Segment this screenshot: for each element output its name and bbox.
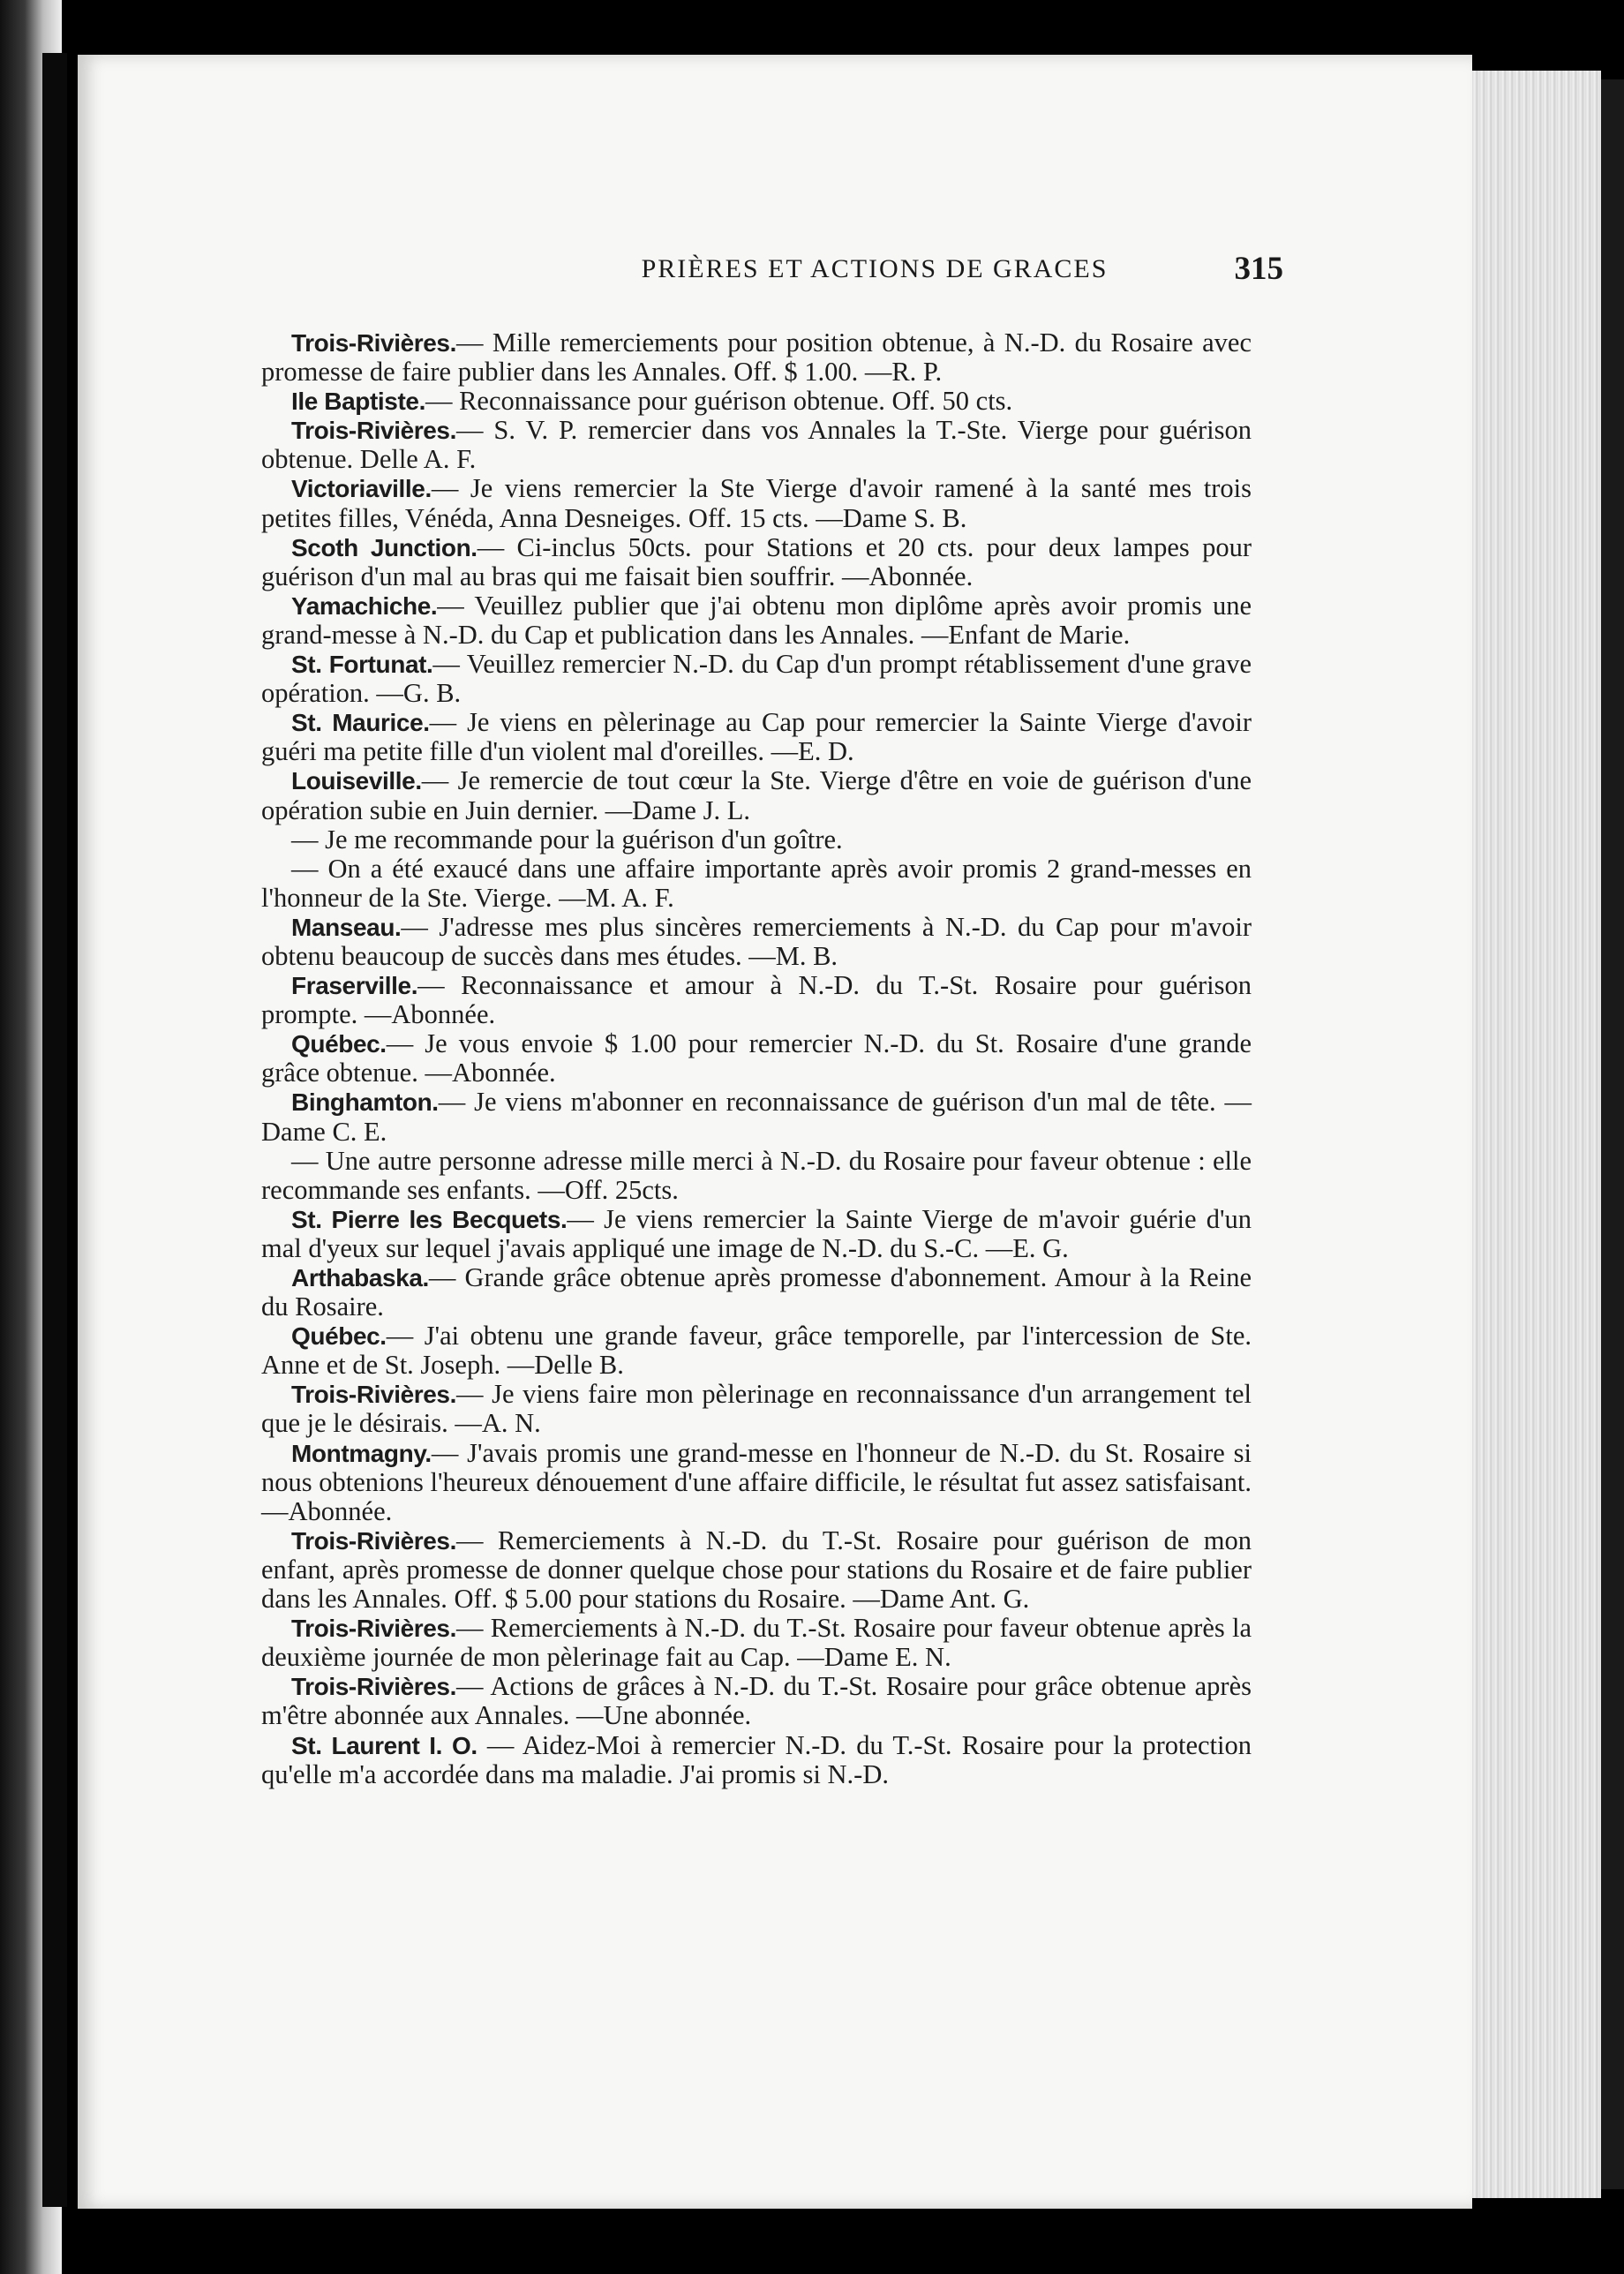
entry [261, 474, 1252, 532]
entry [261, 971, 1252, 1029]
entry [261, 1526, 1252, 1614]
entry-text: — Reconnaissance pour guérison obtenue. Off. 50 cts. [425, 386, 1013, 417]
entry [261, 416, 1252, 474]
entry [261, 533, 1252, 591]
entry-text: — Une autre personne adresse mille merci à N.-D. du Rosaire pour faveur obtenue : elle recommande ses enfants. —Off. 25cts. [261, 1145, 1252, 1205]
entry [261, 1321, 1252, 1380]
entry-text: — Aidez-Moi à remercier N.-D. du T.-St. Rosaire pour la protection qu'elle m'a accordée dans ma maladie. J'ai promis si N.-D. [261, 1729, 1252, 1789]
entry [261, 591, 1252, 650]
entry-text: — Remerciements à N.-D. du T.-St. Rosaire pour faveur obtenue après la deuxième journée de mon pèlerinage fait au Cap. —Dame E. N. [261, 1613, 1252, 1673]
entry-place: St. Maurice. [291, 709, 430, 737]
book-gutter [42, 53, 67, 2207]
entry-place: Trois-Rivières. [291, 417, 456, 445]
entry [261, 855, 1252, 913]
entry [261, 1147, 1252, 1205]
entry-text: — Je viens remercier la Sainte Vierge de m'avoir guérie d'un mal d'yeux sur lequel j'avais appliqué une image de N.-D. du S.-C. —E. G. [261, 1203, 1252, 1263]
entry-text: — Je viens remercier la Ste Vierge d'avoir ramené à la santé mes trois petites filles, Vénéda, Anna Desneiges. Off. 15 cts. —Dame S. B. [261, 473, 1252, 533]
entry-place: Yamachiche. [291, 591, 438, 620]
entry-text: — Actions de grâces à N.-D. du T.-St. Rosaire pour grâce obtenue après m'être abonnée aux Annales. —Une abonnée. [261, 1671, 1252, 1731]
book-edge-shadow [1601, 79, 1624, 2189]
entry-place: Louiseville. [291, 767, 422, 795]
entry-text: — Remerciements à N.-D. du T.-St. Rosaire pour guérison de mon enfant, après promesse de donner quelque chose pour stations du Rosaire et de faire publier dans les Annales. Off. $ 5.00 pour stations du Rosaire. —Dame Ant. G. [261, 1525, 1252, 1615]
entry-place: Ile Baptiste. [291, 388, 425, 416]
entry [261, 1731, 1252, 1789]
entry [261, 825, 1252, 855]
entry-text: — Reconnaissance et amour à N.-D. du T.-St. Rosaire pour guérison prompte. —Abonnée. [261, 970, 1252, 1030]
entry-text: — Je remercie de tout cœur la Ste. Vierge d'être en voie de guérison d'une opération subie en Juin dernier. —Dame J. L. [261, 765, 1252, 825]
entry [261, 1672, 1252, 1730]
entry [261, 1205, 1252, 1263]
entry-place: Trois-Rivières. [291, 1381, 456, 1409]
entry [261, 1088, 1252, 1146]
entry-place: Arthabaska. [291, 1264, 429, 1291]
entry-text: — Je vous envoie $ 1.00 pour remercier N.-D. du St. Rosaire d'une grande grâce obtenue. —Abonnée. [261, 1028, 1252, 1088]
entry [261, 387, 1252, 416]
entry-place: Québec. [291, 1322, 387, 1351]
entry [261, 913, 1252, 971]
entry-text: — Grande grâce obtenue après promesse d'abonnement. Amour à la Reine du Rosaire. [261, 1262, 1252, 1322]
entry-text: — Mille remerciements pour position obtenue, à N.-D. du Rosaire avec promesse de faire publier dans les Annales. Off. $ 1.00. —R. P. [261, 328, 1252, 388]
entry-text: — J'avais promis une grand-messe en l'honneur de N.-D. du St. Rosaire si nous obtenions l'heureux dénouement d'une affaire difficile, le résultat fut assez satisfaisant. —Abonnée. [261, 1437, 1252, 1526]
entry-text: — Veuillez publier que j'ai obtenu mon diplôme après avoir promis une grand-messe à N.-D. du Cap et publication dans les Annales. —Enfant de Marie. [261, 590, 1252, 650]
entry [261, 328, 1252, 387]
entry-place: St. Laurent I. O. [291, 1731, 477, 1759]
entry-place: Binghamton. [291, 1088, 439, 1117]
page-edges [1472, 71, 1601, 2198]
entry-text: — J'ai obtenu une grande faveur, grâce temporelle, par l'intercession de Ste. Anne et de St. Joseph. —Delle B. [261, 1321, 1252, 1381]
entry-place: St. Pierre les Becquets. [291, 1205, 568, 1233]
entry-text: — S. V. P. remercier dans vos Annales la T.-Ste. Vierge pour guérison obtenue. Delle A. F. [261, 415, 1252, 475]
entry [261, 650, 1252, 708]
entry-place: Montmagny. [291, 1439, 432, 1467]
entry-place: Trois-Rivières. [291, 1673, 456, 1701]
entry-text: — Je me recommande pour la guérison d'un goître. [291, 824, 843, 855]
running-head: PRIÈRES ET ACTIONS DE GRACES [641, 254, 1109, 283]
entry [261, 1029, 1252, 1088]
entry-text: — On a été exaucé dans une affaire importante après avoir promis 2 grand-messes en l'honneur de la Ste. Vierge. —M. A. F. [261, 853, 1252, 913]
entry [261, 1263, 1252, 1321]
entry-place: Québec. [291, 1030, 387, 1058]
entry-text: — Je viens en pèlerinage au Cap pour remercier la Sainte Vierge d'avoir guéri ma petite fille d'un violent mal d'oreilles. —E. D. [261, 707, 1252, 767]
entry-place: Trois-Rivières. [291, 329, 456, 357]
entry [261, 1614, 1252, 1672]
page-body [261, 328, 1252, 1789]
entry-place: Trois-Rivières. [291, 1526, 456, 1555]
entry-text: — Ci-inclus 50cts. pour Stations et 20 cts. pour deux lampes pour guérison d'un mal au bras qui me faisait bien souffrir. —Abonnée. [261, 531, 1252, 591]
entry-place: Manseau. [291, 913, 402, 941]
entry [261, 1439, 1252, 1526]
entry-place: St. Fortunat. [291, 651, 433, 679]
page-number: 315 [1234, 251, 1283, 287]
entry-place: Victoriaville. [291, 475, 432, 503]
entry-place: Trois-Rivières. [291, 1615, 456, 1643]
entry-text: — Je viens m'abonner en reconnaissance de guérison d'un mal de tête. —Dame C. E. [261, 1087, 1252, 1147]
entry [261, 1380, 1252, 1438]
entry [261, 708, 1252, 766]
entry-place: Scoth Junction. [291, 533, 477, 561]
entry-place: Fraserville. [291, 972, 418, 1000]
entry-text: — J'adresse mes plus sincères remerciements à N.-D. du Cap pour m'avoir obtenu beaucoup de succès dans mes études. —M. B. [261, 911, 1252, 971]
entry-text: — Je viens faire mon pèlerinage en reconnaissance d'un arrangement tel que je le désirais. —A. N. [261, 1379, 1252, 1439]
entry-text: — Veuillez remercier N.-D. du Cap d'un prompt rétablissement d'une grave opération. —G. B. [261, 649, 1252, 709]
entry [261, 766, 1252, 825]
